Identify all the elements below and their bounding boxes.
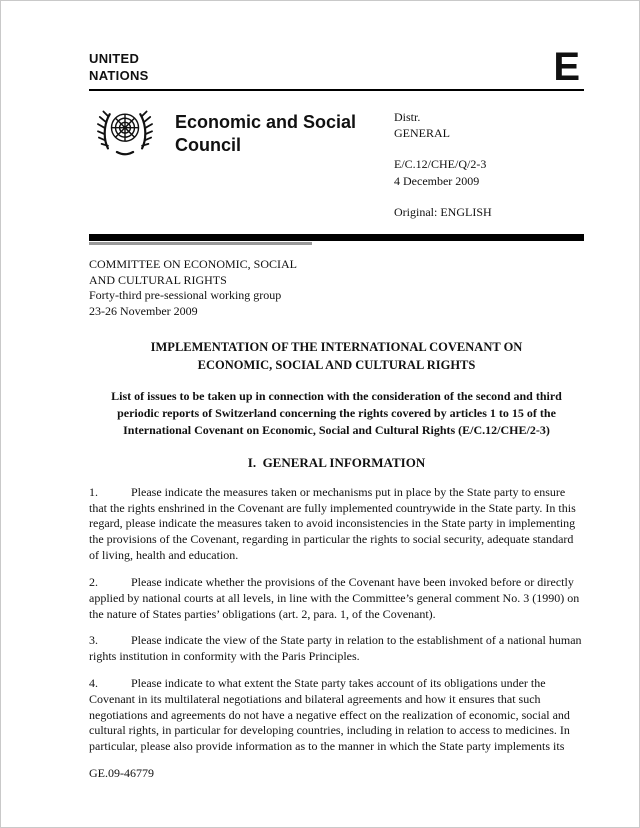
paragraph-number: 4. [89, 675, 98, 690]
org-name-line1: UNITED [89, 51, 140, 67]
document-title-line2: ECONOMIC, SOCIAL AND CULTURAL RIGHTS [197, 357, 476, 372]
doc-series-letter: E [553, 45, 580, 89]
masthead [89, 103, 584, 220]
paragraph-number: 1. [89, 484, 98, 499]
paragraph-text: Please indicate the view of the State party in relation to the establishment of a national human rights institution in conformity with the Paris Principles. [89, 633, 582, 664]
un-emblem-icon [89, 103, 161, 220]
document-header [89, 45, 584, 91]
doc-date: 4 December 2009 [394, 173, 480, 188]
council-name-line2: Council [175, 134, 241, 155]
session-block [89, 257, 584, 319]
paragraph-number: 3. [89, 633, 98, 648]
doc-symbol: E/C.12/CHE/Q/2-3 [394, 157, 487, 172]
masthead-rule [89, 234, 584, 241]
spacer [394, 189, 584, 204]
paragraph-text: Please indicate whether the provisions of the Covenant have been invoked before or directly applied by national courts at all levels, in line with the Committee’s general comment No. 3 (1990) on the nature of States parties’ obligations (art. 2, para. 1, of the Covenant). [89, 574, 580, 621]
session-dates: 23-26 November 2009 [89, 303, 198, 318]
document-title [89, 339, 584, 374]
council-name [175, 103, 394, 220]
org-name-line2: NATIONS [89, 68, 149, 84]
distr-label: Distr. [394, 110, 421, 124]
masthead-rule-shadow [89, 242, 312, 245]
spacer [394, 141, 584, 156]
working-group: Forty-third pre-sessional working group [89, 288, 282, 303]
distribution-block [394, 103, 584, 220]
paragraph-3 [89, 633, 584, 665]
paragraph-4 [89, 676, 584, 755]
paragraph-text: Please indicate the measures taken or mechanisms put in place by the State party to ensure that the rights enshrined in the Covenant are fully implemented countrywide in the State party. In this regard, please indicate the measures taken to avoid inconsistencies in the State party in implementing the provisions of the Covenant, regarding in particular the rights to social security, adequate standard of living, health and education. [89, 484, 576, 563]
committee-line1: COMMITTEE ON ECONOMIC, SOCIAL [89, 256, 297, 271]
document-reference-number: GE.09-46779 [89, 766, 154, 781]
committee-line2: AND CULTURAL RIGHTS [89, 272, 227, 287]
document-body [89, 485, 584, 755]
paragraph-1 [89, 485, 584, 564]
paragraph-number: 2. [89, 574, 98, 589]
council-name-line1: Economic and Social [175, 112, 357, 132]
paragraph-2 [89, 575, 584, 622]
org-name [89, 51, 149, 85]
original-language: Original: ENGLISH [394, 204, 492, 219]
paragraph-text: Please indicate to what extent the State party takes account of its obligations under the Covenant in its multilateral negotiations and bilateral agreements and how it ensures that such negotiations and agreements do not have a negative effect on the realization of economic, social and cultural rights, in particular for developing countries, including in relation to access to medicines. In particular, please also provide information as to the manner in which the State party implements its [89, 675, 570, 754]
section-heading: I. GENERAL INFORMATION [247, 454, 426, 470]
document-subtitle: List of issues to be taken up in connection with the consideration of the second and third periodic reports of Switzerland concerning the rights covered by articles 1 to 15 of the International Covenant on Economic, Social and Cultural Rights (E/C.12/CHE/2-3) [111, 389, 562, 437]
document-title-line1: IMPLEMENTATION OF THE INTERNATIONAL COVENANT ON [150, 340, 523, 355]
distr-value: GENERAL [394, 126, 450, 141]
